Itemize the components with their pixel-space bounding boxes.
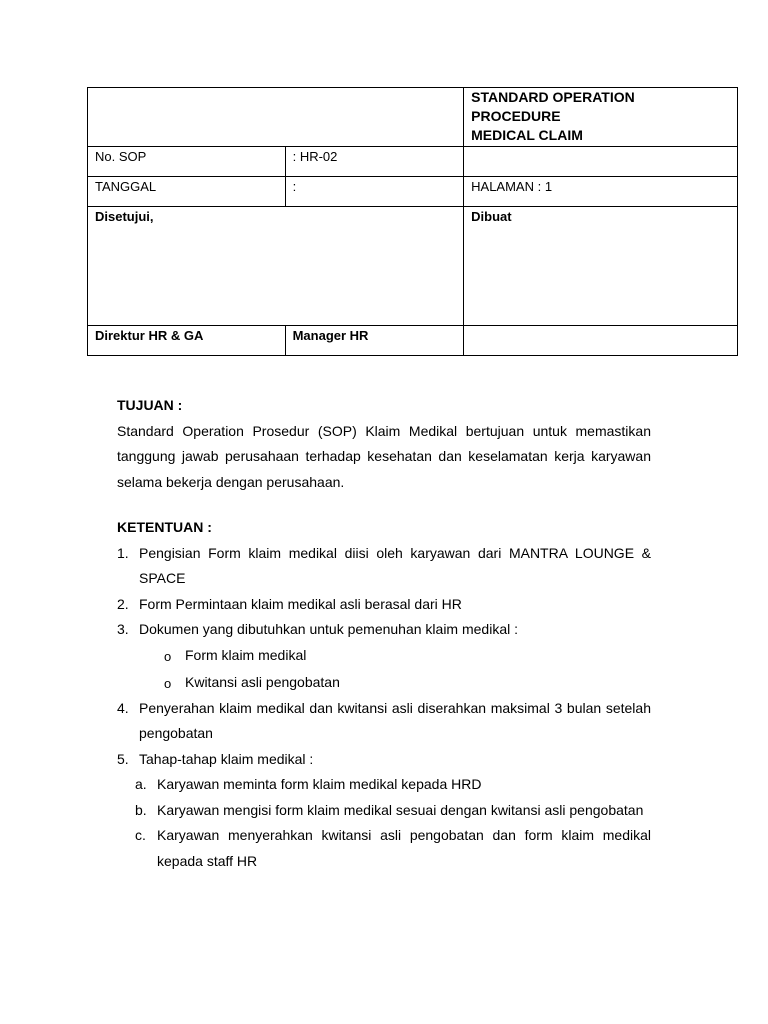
step-text: Karyawan meminta form klaim medikal kepada HRD	[157, 776, 482, 792]
step-letter: a.	[135, 776, 147, 792]
item-number: 1.	[117, 544, 129, 561]
step-text: Karyawan menyerahkan kwitansi asli pengobatan dan form klaim medikal kepada staff HR	[157, 827, 651, 869]
item-number: 2.	[117, 595, 129, 612]
item-text: Penyerahan klaim medikal dan kwitansi asli diserahkan maksimal 3 bulan setelah pengobatan	[139, 699, 651, 741]
disetujui-cell: Disetujui,	[88, 207, 464, 326]
item-text: Pengisian Form klaim medikal diisi oleh karyawan dari MANTRA LOUNGE & SPACE	[139, 544, 651, 586]
ketentuan-item-4	[117, 696, 651, 747]
ketentuan-item-1	[117, 541, 651, 592]
step-letter: b.	[135, 801, 147, 818]
title-cell	[464, 88, 738, 147]
no-sop-label: No. SOP	[88, 147, 286, 177]
item-text: Dokumen yang dibutuhkan untuk pemenuhan klaim medikal :	[139, 621, 519, 637]
claim-step-b	[117, 798, 651, 824]
title-line-3: MEDICAL CLAIM	[471, 127, 583, 143]
ketentuan-item-3	[117, 617, 651, 643]
step-letter: c.	[135, 827, 146, 843]
signer-manager: Manager HR	[285, 326, 464, 356]
ketentuan-item-2	[117, 592, 651, 618]
claim-step-a	[117, 772, 651, 798]
tanggal-label: TANGGAL	[88, 177, 286, 207]
title-line-2: PROCEDURE	[471, 108, 561, 124]
bullet-icon: o	[164, 648, 172, 664]
document-bullet-1	[117, 643, 651, 669]
bullet-text: Form klaim medikal	[185, 646, 307, 663]
empty-cell	[464, 147, 738, 177]
claim-step-c	[117, 823, 651, 874]
sop-header-table	[87, 87, 738, 356]
tujuan-heading: TUJUAN :	[117, 397, 183, 413]
tujuan-paragraph: Standard Operation Prosedur (SOP) Klaim Medikal bertujuan untuk memastikan tanggung jawab perusahaan terhadap kesehatan dan keselamatan kerja karyawan selama bekerja dengan perusahaan.	[117, 422, 651, 490]
ketentuan-item-5	[117, 747, 651, 773]
dibuat-cell: Dibuat	[464, 207, 738, 326]
step-text: Karyawan mengisi form klaim medikal sesuai dengan kwitansi asli pengobatan	[157, 801, 644, 818]
item-number: 5.	[117, 750, 129, 767]
no-sop-value: : HR-02	[285, 147, 464, 177]
halaman-cell: HALAMAN : 1	[464, 177, 738, 207]
empty-signer-cell	[464, 326, 738, 356]
bullet-text: Kwitansi asli pengobatan	[185, 674, 340, 690]
ketentuan-heading: KETENTUAN :	[117, 519, 212, 535]
bullet-icon: o	[164, 676, 172, 691]
signer-direktur: Direktur HR & GA	[88, 326, 286, 356]
item-number: 3.	[117, 621, 129, 637]
item-text: Tahap-tahap klaim medikal :	[139, 750, 314, 767]
item-text: Form Permintaan klaim medikal asli berasal dari HR	[139, 595, 462, 612]
document-body	[117, 393, 651, 874]
empty-logo-cell	[88, 88, 464, 147]
item-number: 4.	[117, 699, 129, 716]
title-line-1: STANDARD OPERATION	[471, 89, 635, 105]
tanggal-value: :	[285, 177, 464, 207]
document-bullet-2	[117, 670, 651, 696]
